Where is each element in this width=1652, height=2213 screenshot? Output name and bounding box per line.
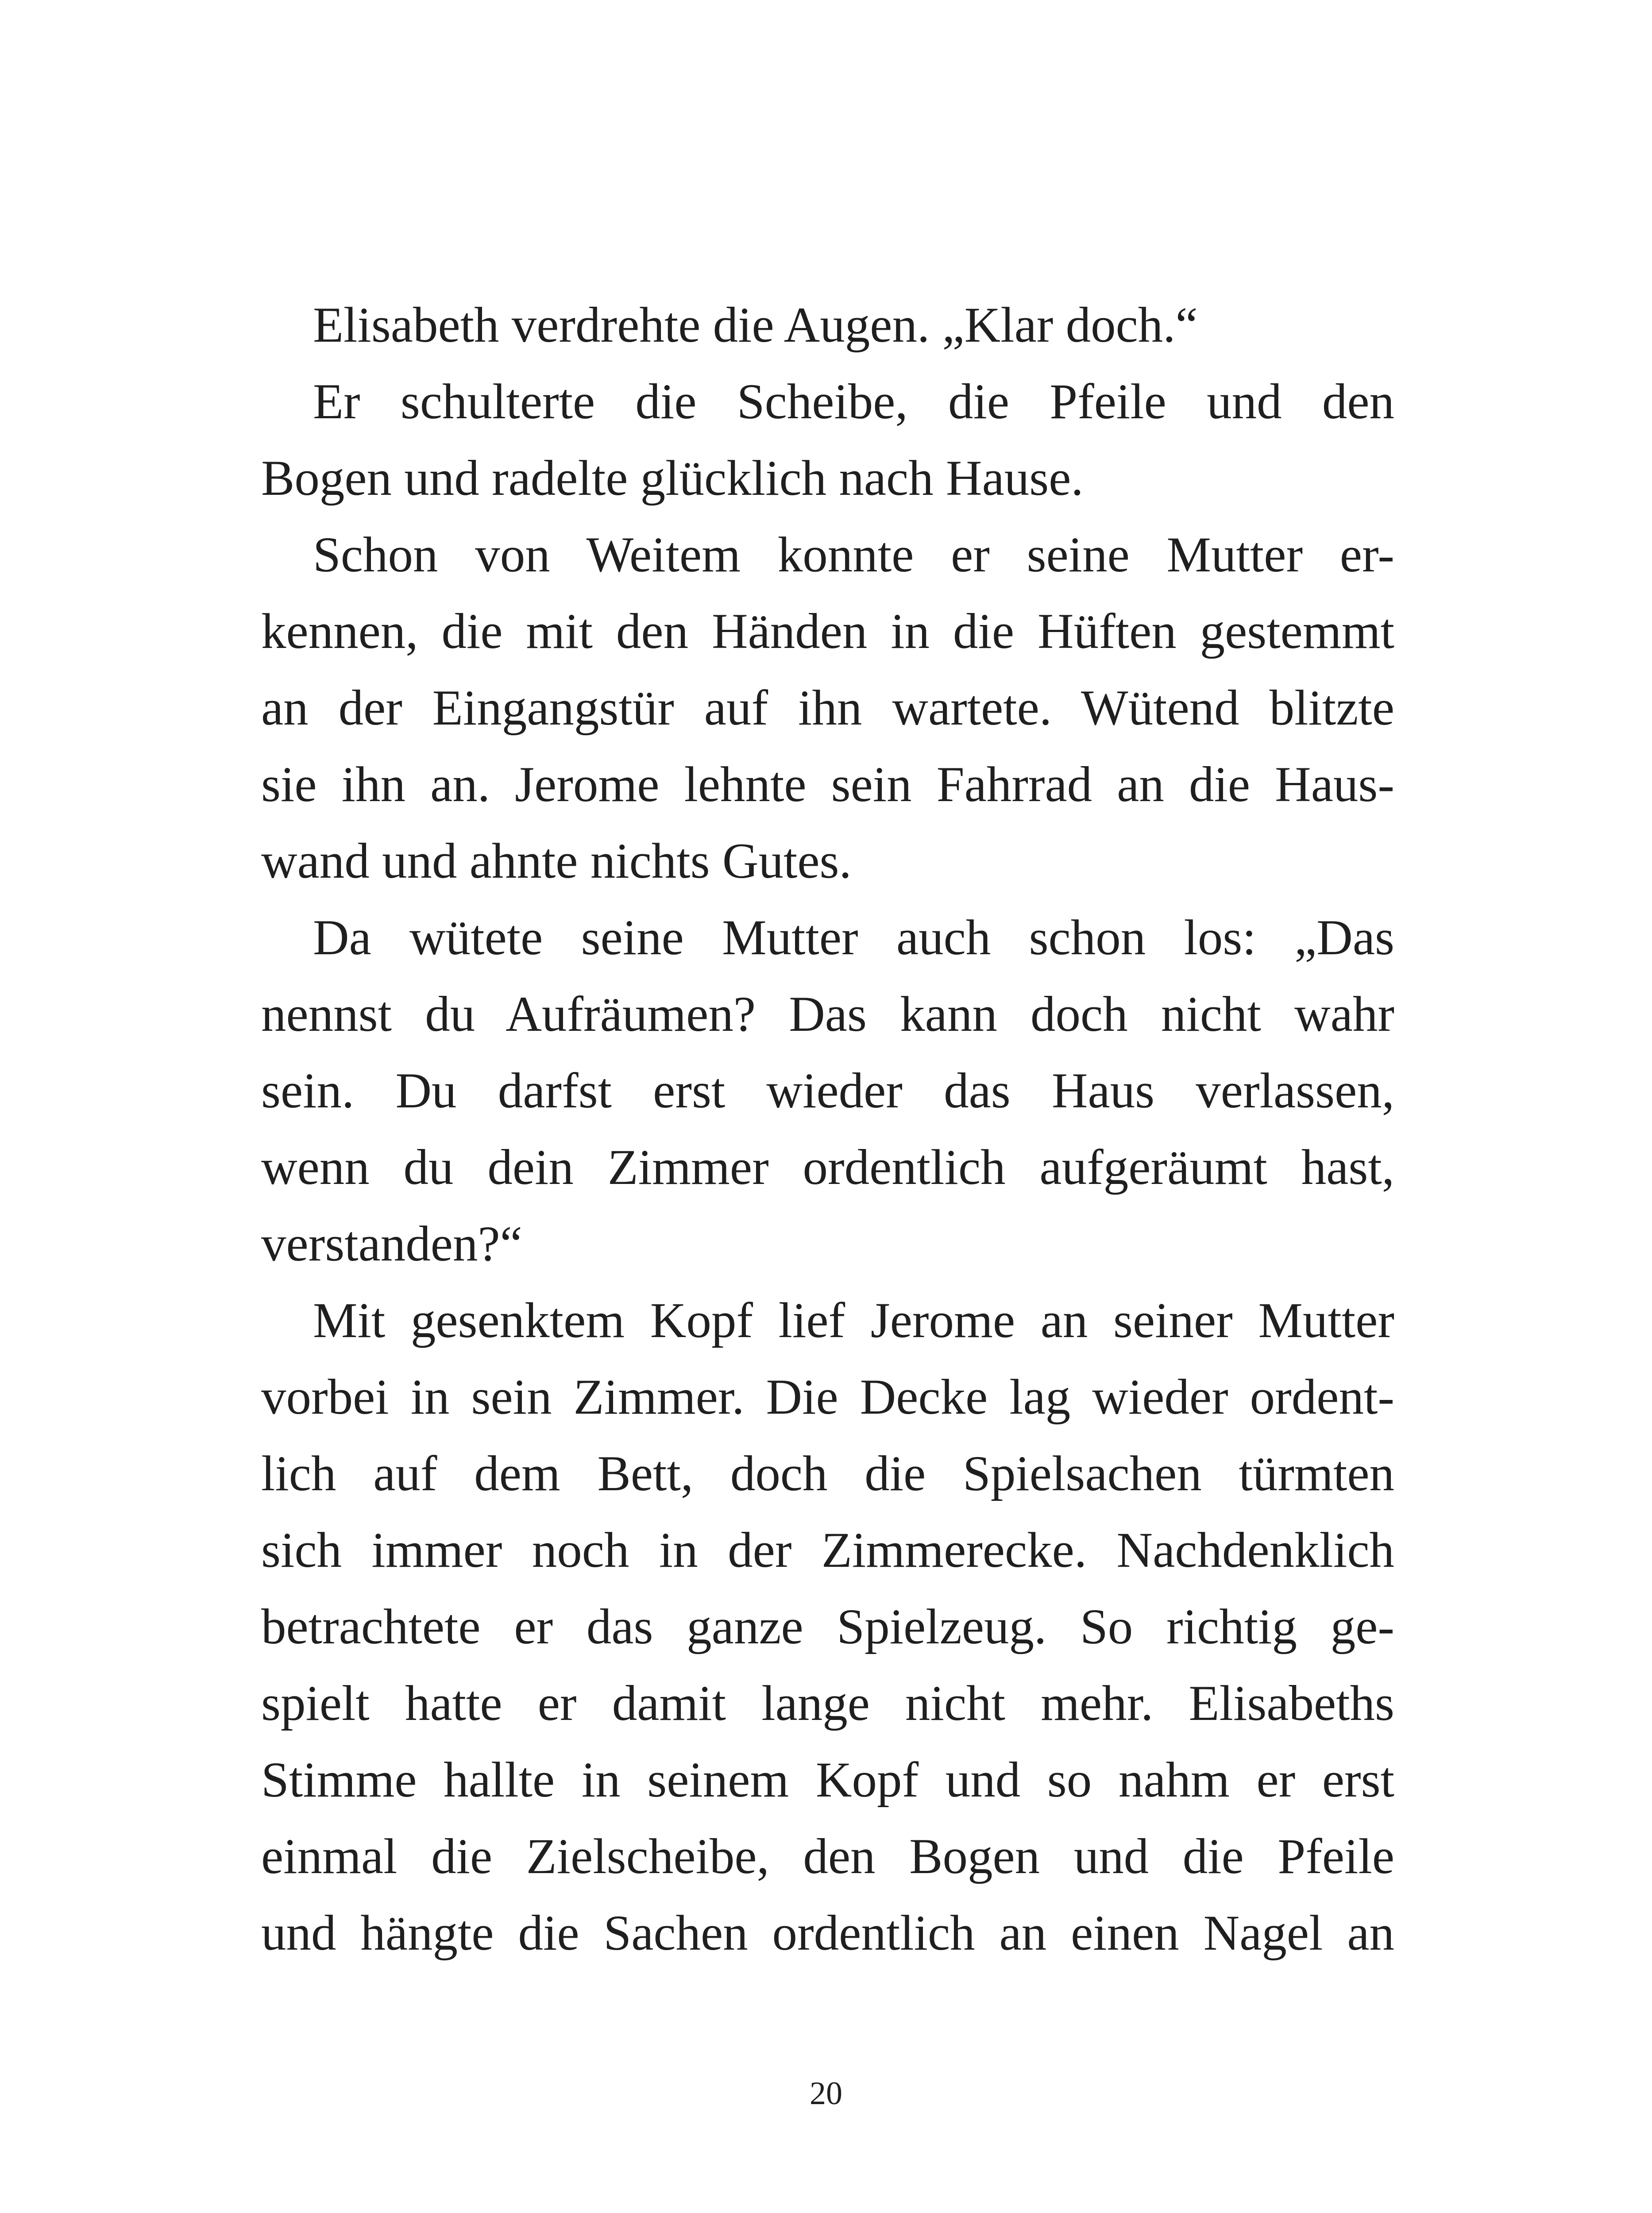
text-line: kennen, die mit den Händen in die Hüften gestemmt — [261, 604, 1394, 659]
text-line: sich immer noch in der Zimmerecke. Nachdenklich — [261, 1523, 1394, 1578]
text-line: wand und ahnte nichts Gutes. — [261, 833, 852, 889]
text-line: Bogen und radelte glücklich nach Hause. — [261, 451, 1084, 506]
page-number: 20 — [810, 2075, 842, 2112]
text-line: Er schulterte die Scheibe, die Pfeile und den — [313, 374, 1394, 429]
text-line: verstanden?“ — [261, 1216, 522, 1272]
text-line: an der Eingangstür auf ihn wartete. Wütend blitzte — [261, 680, 1394, 736]
text-line: Elisabeth verdrehte die Augen. „Klar doch.“ — [313, 297, 1198, 353]
text-line: vorbei in sein Zimmer. Die Decke lag wieder ordent- — [261, 1369, 1394, 1425]
text-line: spielt hatte er damit lange nicht mehr. Elisabeths — [261, 1676, 1394, 1731]
text-line: Mit gesenktem Kopf lief Jerome an seiner Mutter — [313, 1293, 1394, 1348]
text-line: einmal die Zielscheibe, den Bogen und die Pfeile — [261, 1829, 1394, 1884]
text-line: Da wütete seine Mutter auch schon los: „Das — [313, 910, 1394, 965]
text-line: nennst du Aufräumen? Das kann doch nicht wahr — [261, 987, 1394, 1042]
text-line: Stimme hallte in seinem Kopf und so nahm er erst — [261, 1752, 1394, 1808]
text-line: wenn du dein Zimmer ordentlich aufgeräumt hast, — [261, 1140, 1394, 1195]
text-line: sie ihn an. Jerome lehnte sein Fahrrad an die Haus- — [261, 757, 1394, 812]
text-line: und hängte die Sachen ordentlich an einen Nagel an — [261, 1905, 1394, 1961]
text-line: sein. Du darfst erst wieder das Haus verlassen, — [261, 1063, 1394, 1118]
text-line: lich auf dem Bett, doch die Spielsachen türmten — [261, 1446, 1394, 1501]
text-line: betrachtete er das ganze Spielzeug. So richtig ge- — [261, 1599, 1394, 1654]
text-line: Schon von Weitem konnte er seine Mutter er- — [313, 527, 1394, 582]
body-text — [261, 287, 1394, 1971]
